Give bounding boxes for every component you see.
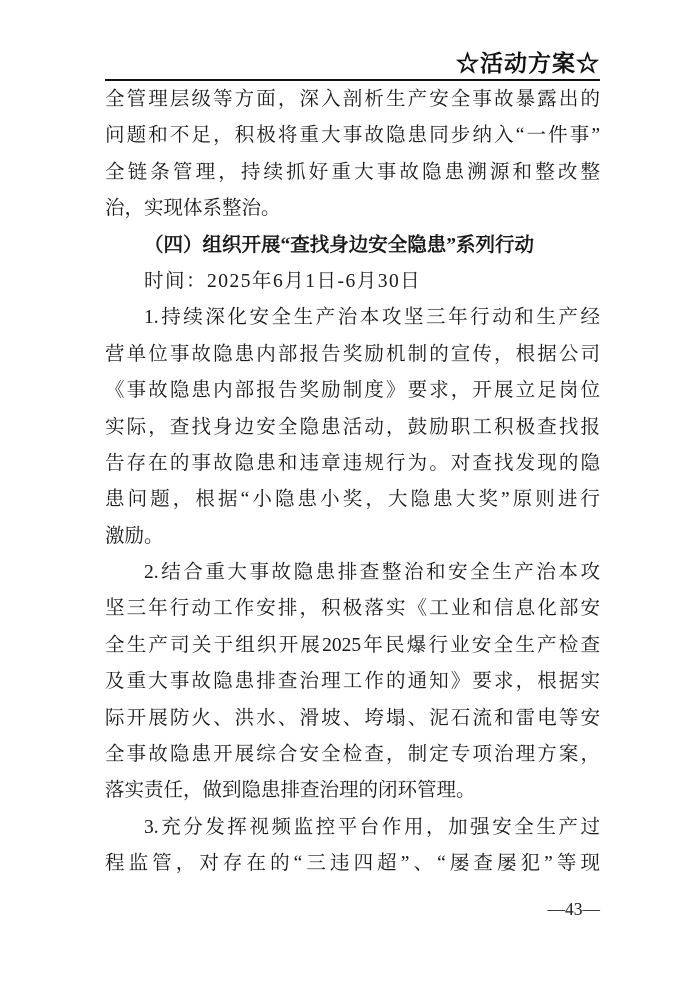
body-line: 全管理层级等方面，深入剖析生产安全事故暴露出的: [105, 89, 600, 110]
body-line: 实际，查找身边安全隐患活动，鼓励职工积极查找报: [105, 416, 600, 438]
body-line: 全事故隐患开展综合安全检查，制定专项治理方案，: [105, 744, 600, 766]
body-line: 治，实现体系整治。: [105, 198, 281, 220]
section-heading: （四）组织开展“查找身边安全隐患”系列行动: [144, 234, 535, 256]
page-footer: [105, 899, 600, 919]
body-line: 营单位事故隐患内部报告奖励机制的宣传，根据公司: [105, 343, 600, 365]
body-line: 问题和不足，积极将重大事故隐患同步纳入“一件事”: [105, 125, 600, 147]
body-line: 患问题，根据“小隐患小奖，大隐患大奖”原则进行: [105, 489, 600, 511]
body-line: 2.结合重大事故隐患排查整治和安全生产治本攻: [144, 562, 600, 584]
body-line: 际开展防火、洪水、滑坡、垮塌、泥石流和雷电等安: [105, 707, 600, 729]
body-line: 及重大事故隐患排查治理工作的通知》要求，根据实: [105, 671, 600, 693]
page-content: [105, 50, 600, 883]
page-header: [105, 50, 600, 81]
document-body: [105, 82, 600, 883]
time-line: 时间：2025年6月1日-6月30日: [144, 270, 422, 292]
body-line: 全链条管理，持续抓好重大事故隐患溯源和整改整: [105, 161, 600, 183]
body-line: 3.充分发挥视频监控平台作用，加强安全生产过: [144, 816, 600, 838]
header-title: ☆活动方案☆: [456, 50, 600, 76]
body-line: 告存在的事故隐患和违章违规行为。对查找发现的隐: [105, 452, 600, 474]
page-number: —43—: [547, 899, 600, 919]
body-line: 激励。: [105, 525, 164, 547]
body-line: 坚三年行动工作安排，积极落实《工业和信息化部安: [105, 598, 600, 620]
header-rule: [105, 79, 600, 81]
body-line: 落实责任，做到隐患排查治理的闭环管理。: [105, 780, 476, 802]
body-line: 程监管，对存在的“三违四超”、“屡查屡犯”等现: [105, 853, 600, 875]
body-line: 1.持续深化安全生产治本攻坚三年行动和生产经: [144, 307, 600, 329]
body-line: 全生产司关于组织开展2025年民爆行业安全生产检查: [105, 634, 600, 656]
body-line: 《事故隐患内部报告奖励制度》要求，开展立足岗位: [105, 380, 600, 402]
